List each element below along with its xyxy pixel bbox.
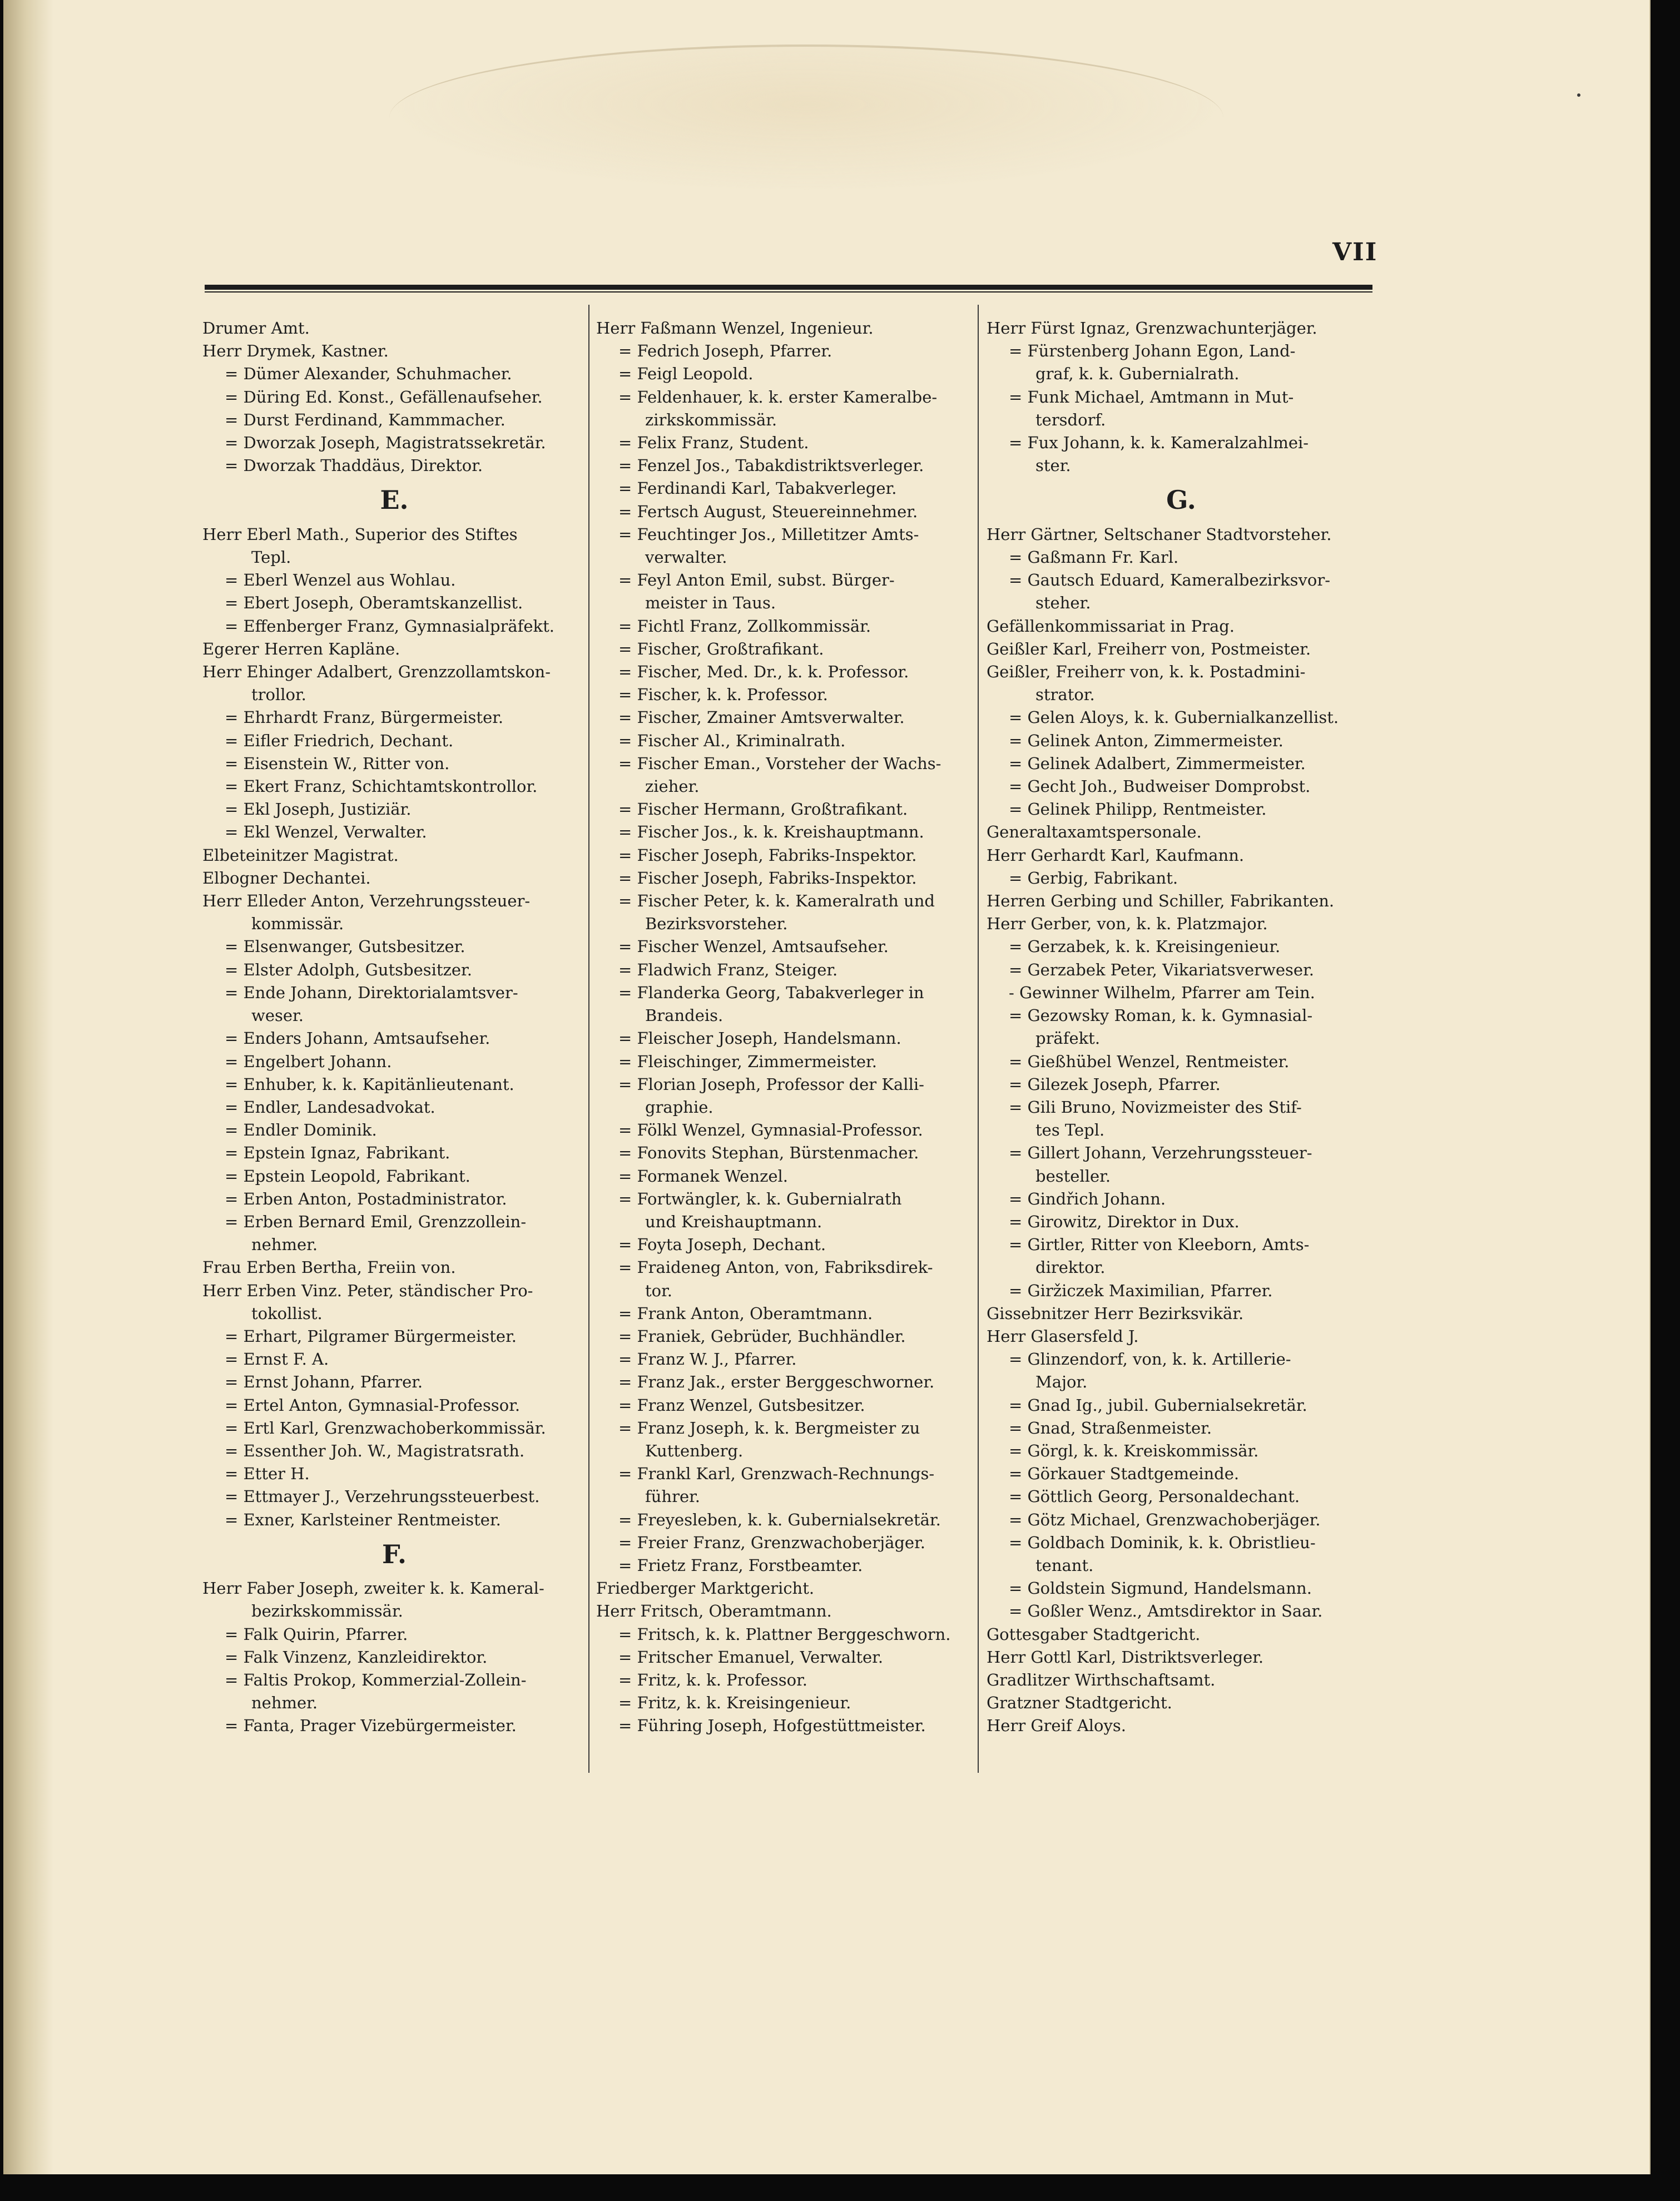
index-entry: Herr Drymek, Kastner. <box>202 341 389 361</box>
header-rule <box>205 285 1372 298</box>
index-entry: = Gautsch Eduard, Kameralbezirksvor- <box>1009 571 1331 590</box>
index-entry: Geißler Karl, Freiherr von, Postmeister. <box>987 639 1311 658</box>
index-entry: bezirkskommissär. <box>251 1602 403 1621</box>
index-entry: = Girowitz, Direktor in Dux. <box>1009 1212 1240 1231</box>
index-entry: = Gaßmann Fr. Karl. <box>1009 548 1179 567</box>
index-entry: Herr Fürst Ignaz, Grenzwachunterjäger. <box>987 319 1317 338</box>
index-entry: Herr Gottl Karl, Distriktsverleger. <box>987 1647 1264 1667</box>
index-entry: = Fischer, Med. Dr., k. k. Professor. <box>618 662 909 682</box>
index-entry: Gradlitzer Wirthschaftsamt. <box>987 1670 1216 1689</box>
index-entry: = Frankl Karl, Grenzwach-Rechnungs- <box>618 1464 935 1484</box>
index-entry: = Fanta, Prager Vizebürgermeister. <box>225 1716 517 1736</box>
index-entry: trollor. <box>251 685 306 705</box>
index-entry: = Fortwängler, k. k. Gubernialrath <box>618 1189 902 1208</box>
index-column-2 <box>596 317 974 1738</box>
index-entry: = Ekert Franz, Schichtamtskontrollor. <box>225 777 538 796</box>
index-entry: Kuttenberg. <box>645 1441 744 1460</box>
index-entry: tokollist. <box>251 1303 323 1323</box>
index-entry: = Gelinek Adalbert, Zimmermeister. <box>1009 754 1306 773</box>
index-entry: Gottesgaber Stadtgericht. <box>987 1624 1201 1644</box>
index-entry: = Fladwich Franz, Steiger. <box>618 960 838 979</box>
column-divider-1 <box>588 305 589 1773</box>
index-entry: = Götz Michael, Grenzwachoberjäger. <box>1009 1510 1321 1529</box>
index-entry: = Fürstenberg Johann Egon, Land- <box>1009 341 1296 361</box>
index-entry: = Feuchtinger Jos., Milletitzer Amts- <box>618 524 919 544</box>
index-entry: = Elsenwanger, Gutsbesitzer. <box>225 937 465 956</box>
index-entry: = Ernst F. A. <box>225 1350 329 1369</box>
index-entry: Bezirksvorsteher. <box>645 914 788 934</box>
index-entry: = Endler, Landesadvokat. <box>225 1097 435 1117</box>
index-entry: = Feyl Anton Emil, subst. Bürger- <box>618 571 895 590</box>
index-entry: weser. <box>251 1006 304 1025</box>
index-entry: = Fölkl Wenzel, Gymnasial-Professor. <box>618 1121 923 1140</box>
index-entry: = Fischer, Großtrafikant. <box>618 639 824 658</box>
index-entry: = Gießhübel Wenzel, Rentmeister. <box>1009 1052 1290 1071</box>
index-entry: Drumer Amt. <box>202 319 310 338</box>
index-entry: = Eifler Friedrich, Dechant. <box>225 731 454 750</box>
index-entry: Herr Elleder Anton, Verzehrungssteuer- <box>202 891 531 911</box>
index-entry: Elbeteinitzer Magistrat. <box>202 845 399 865</box>
index-entry: = Ertel Anton, Gymnasial-Professor. <box>225 1395 521 1415</box>
index-entry: Herr Eberl Math., Superior des Stiftes <box>202 524 518 544</box>
index-entry: Herr Fritsch, Oberamtmann. <box>596 1602 832 1621</box>
index-entry: = Fischer Jos., k. k. Kreishauptmann. <box>618 822 924 842</box>
index-entry: = Gerzabek Peter, Vikariatsverweser. <box>1009 960 1314 979</box>
index-entry: Herr Gerhardt Karl, Kaufmann. <box>987 845 1245 865</box>
index-entry: = Franiek, Gebrüder, Buchhändler. <box>618 1326 906 1346</box>
index-entry: ster. <box>1035 456 1071 475</box>
index-entry: = Ende Johann, Direktorialamtsver- <box>225 983 518 1002</box>
paper-speck <box>1577 93 1580 97</box>
index-entry: = Ekl Wenzel, Verwalter. <box>225 822 427 842</box>
index-entry: = Gerzabek, k. k. Kreisingenieur. <box>1009 937 1281 956</box>
index-entry: = Fischer Hermann, Großtrafikant. <box>618 800 908 819</box>
index-entry: = Gillert Johann, Verzehrungssteuer- <box>1009 1143 1312 1163</box>
index-entry: Gefällenkommissariat in Prag. <box>987 616 1235 636</box>
index-entry: = Essenther Joh. W., Magistratsrath. <box>225 1441 525 1460</box>
index-entry: = Formanek Wenzel. <box>618 1166 789 1186</box>
index-entry: = Fritsch, k. k. Plattner Berggeschworn. <box>618 1624 951 1644</box>
index-entry: = Erben Bernard Emil, Grenzzollein- <box>225 1212 527 1231</box>
index-entry: = Fritz, k. k. Kreisingenieur. <box>618 1693 851 1713</box>
index-entry: = Freyesleben, k. k. Gubernialsekretär. <box>618 1510 941 1529</box>
index-entry: = Ebert Joseph, Oberamtskanzellist. <box>225 593 523 613</box>
index-entry: führer. <box>645 1487 701 1506</box>
index-entry: = Ernst Johann, Pfarrer. <box>225 1372 423 1392</box>
index-entry: = Ettmayer J., Verzehrungssteuerbest. <box>225 1487 540 1506</box>
index-entry: = Fischer Peter, k. k. Kameralrath und <box>618 891 935 911</box>
index-entry: = Frietz Franz, Forstbeamter. <box>618 1555 863 1575</box>
index-entry: = Goldstein Sigmund, Handelsmann. <box>1009 1579 1312 1598</box>
index-entry: = Fleischer Joseph, Handelsmann. <box>618 1029 901 1048</box>
index-entry: = Gili Bruno, Novizmeister des Stif- <box>1009 1097 1302 1117</box>
index-entry: = Enders Johann, Amtsaufseher. <box>225 1029 490 1048</box>
index-entry: = Ekl Joseph, Justiziär. <box>225 800 412 819</box>
index-entry: Tepl. <box>251 548 291 567</box>
index-entry: Egerer Herren Kapläne. <box>202 639 400 658</box>
index-entry: direktor. <box>1035 1258 1106 1277</box>
index-entry: = Gnad Ig., jubil. Gubernialsekretär. <box>1009 1395 1307 1415</box>
index-entry: = Franz Joseph, k. k. Bergmeister zu <box>618 1418 920 1437</box>
index-entry: = Gindřich Johann. <box>1009 1189 1166 1208</box>
index-column-3 <box>987 317 1376 1738</box>
index-entry: = Fraideneg Anton, von, Fabriksdirek- <box>618 1258 933 1277</box>
index-entry: = Fritscher Emanuel, Verwalter. <box>618 1647 884 1667</box>
index-entry: Herr Ehinger Adalbert, Grenzzollamtskon- <box>202 662 551 682</box>
index-entry: = Foyta Joseph, Dechant. <box>618 1235 826 1255</box>
index-entry: und Kreishauptmann. <box>645 1212 822 1231</box>
index-entry: tor. <box>645 1281 673 1300</box>
water-stain <box>389 44 1223 191</box>
index-entry: = Eisenstein W., Ritter von. <box>225 754 450 773</box>
index-entry: Herren Gerbing und Schiller, Fabrikanten. <box>987 891 1335 911</box>
index-entry: präfekt. <box>1035 1029 1101 1048</box>
index-entry: = Dümer Alexander, Schuhmacher. <box>225 364 512 384</box>
index-entry: = Ehrhardt Franz, Bürgermeister. <box>225 708 504 727</box>
index-entry: = Endler Dominik. <box>225 1121 377 1140</box>
index-entry: = Epstein Leopold, Fabrikant. <box>225 1166 470 1186</box>
index-entry: meister in Taus. <box>645 593 776 613</box>
index-entry: Geißler, Freiherr von, k. k. Postadmini- <box>987 662 1306 682</box>
index-entry: = Ertl Karl, Grenzwachoberkommissär. <box>225 1418 546 1437</box>
index-entry: = Gelen Aloys, k. k. Gubernialkanzellist. <box>1009 708 1339 727</box>
section-letter: F. <box>381 1539 407 1569</box>
index-entry: = Falk Quirin, Pfarrer. <box>225 1624 408 1644</box>
index-entry: = Franz W. J., Pfarrer. <box>618 1350 797 1369</box>
index-entry: = Franz Jak., erster Berggeschworner. <box>618 1372 935 1392</box>
index-entry: = Fedrich Joseph, Pfarrer. <box>618 341 832 361</box>
index-entry: = Fischer, k. k. Professor. <box>618 685 828 705</box>
index-entry: Major. <box>1035 1372 1088 1392</box>
index-entry: = Durst Ferdinand, Kammmacher. <box>225 410 506 429</box>
index-entry: = Dworzak Thaddäus, Direktor. <box>225 456 483 475</box>
index-entry: zieher. <box>645 777 700 796</box>
column-divider-2 <box>978 305 979 1773</box>
index-entry: = Gelinek Philipp, Rentmeister. <box>1009 800 1267 819</box>
index-entry: = Effenberger Franz, Gymnasialpräfekt. <box>225 616 554 636</box>
index-entry: = Führing Joseph, Hofgestüttmeister. <box>618 1716 926 1736</box>
index-entry: graphie. <box>645 1097 713 1117</box>
index-entry: = Goßler Wenz., Amtsdirektor in Saar. <box>1009 1602 1323 1621</box>
index-entry: = Goldbach Dominik, k. k. Obristlieu- <box>1009 1533 1316 1552</box>
index-entry: tes Tepl. <box>1035 1121 1105 1140</box>
index-entry: = Fischer, Zmainer Amtsverwalter. <box>618 708 905 727</box>
index-entry: = Fleischinger, Zimmermeister. <box>618 1052 877 1071</box>
index-entry: = Exner, Karlsteiner Rentmeister. <box>225 1510 501 1529</box>
index-entry: = Gnad, Straßenmeister. <box>1009 1418 1212 1437</box>
index-entry: = Feigl Leopold. <box>618 364 754 384</box>
index-entry: = Erben Anton, Postadministrator. <box>225 1189 507 1208</box>
index-entry: - Gewinner Wilhelm, Pfarrer am Tein. <box>1009 983 1315 1002</box>
index-entry: Friedberger Marktgericht. <box>596 1579 815 1598</box>
index-entry: = Giržiczek Maximilian, Pfarrer. <box>1009 1281 1273 1300</box>
index-entry: steher. <box>1035 593 1091 613</box>
section-letter: G. <box>1166 485 1196 515</box>
index-entry: besteller. <box>1035 1166 1111 1186</box>
index-entry: Gissebnitzer Herr Bezirksvikär. <box>987 1303 1244 1323</box>
index-entry: nehmer. <box>251 1235 318 1255</box>
index-entry: = Eberl Wenzel aus Wohlau. <box>225 571 456 590</box>
index-entry: = Dworzak Joseph, Magistratssekretär. <box>225 433 546 453</box>
index-entry: = Gelinek Anton, Zimmermeister. <box>1009 731 1283 750</box>
index-entry: strator. <box>1035 685 1095 705</box>
index-entry: Gratzner Stadtgericht. <box>987 1693 1172 1713</box>
index-entry: = Enhuber, k. k. Kapitänlieutenant. <box>225 1074 514 1094</box>
index-entry: = Fertsch August, Steuereinnehmer. <box>618 502 918 521</box>
index-entry: = Freier Franz, Grenzwachoberjäger. <box>618 1533 925 1552</box>
index-entry: Elbogner Dechantei. <box>202 868 371 888</box>
index-entry: zirkskommissär. <box>645 410 777 429</box>
index-entry: = Epstein Ignaz, Fabrikant. <box>225 1143 450 1163</box>
index-entry: tersdorf. <box>1035 410 1106 429</box>
index-entry: = Fischer Wenzel, Amtsaufseher. <box>618 937 889 956</box>
index-entry: = Gecht Joh., Budweiser Domprobst. <box>1009 777 1311 796</box>
index-entry: = Fischer Al., Kriminalrath. <box>618 731 846 750</box>
index-entry: Herr Gerber, von, k. k. Platzmajor. <box>987 914 1268 934</box>
index-entry: = Erhart, Pilgramer Bürgermeister. <box>225 1326 517 1346</box>
index-entry: Frau Erben Bertha, Freiin von. <box>202 1258 456 1277</box>
index-entry: Generaltaxamtspersonale. <box>987 822 1202 842</box>
section-letter: E. <box>380 485 409 515</box>
index-entry: = Gerbig, Fabrikant. <box>1009 868 1178 888</box>
index-entry: Herr Glasersfeld J. <box>987 1326 1139 1346</box>
index-entry: graf, k. k. Gubernialrath. <box>1035 364 1240 384</box>
index-entry: = Fischer Eman., Vorsteher der Wachs- <box>618 754 941 773</box>
index-entry: = Fux Johann, k. k. Kameralzahlmei- <box>1009 433 1309 453</box>
index-entry: = Faltis Prokop, Kommerzial-Zollein- <box>225 1670 527 1689</box>
index-entry: = Felix Franz, Student. <box>618 433 809 453</box>
index-entry: = Fichtl Franz, Zollkommissär. <box>618 616 871 636</box>
index-entry: = Funk Michael, Amtmann in Mut- <box>1009 387 1294 407</box>
index-entry: nehmer. <box>251 1693 318 1713</box>
index-entry: = Fischer Joseph, Fabriks-Inspektor. <box>618 868 917 888</box>
index-entry: = Feldenhauer, k. k. erster Kameralbe- <box>618 387 938 407</box>
index-entry: Herr Faber Joseph, zweiter k. k. Kameral- <box>202 1579 544 1598</box>
index-entry: Herr Gärtner, Seltschaner Stadtvorsteher. <box>987 524 1332 544</box>
index-entry: = Falk Vinzenz, Kanzleidirektor. <box>225 1647 488 1667</box>
binding-shadow <box>3 0 53 2174</box>
index-entry: = Gilezek Joseph, Pfarrer. <box>1009 1074 1221 1094</box>
index-entry: = Florian Joseph, Professor der Kalli- <box>618 1074 924 1094</box>
index-entry: = Glinzendorf, von, k. k. Artillerie- <box>1009 1350 1291 1369</box>
index-entry: Herr Faßmann Wenzel, Ingenieur. <box>596 319 874 338</box>
index-entry: = Fenzel Jos., Tabakdistriktsverleger. <box>618 456 924 475</box>
index-entry: verwalter. <box>645 548 727 567</box>
index-entry: = Fritz, k. k. Professor. <box>618 1670 808 1689</box>
index-entry: kommissär. <box>251 914 344 934</box>
index-column-1 <box>202 317 586 1738</box>
index-entry: = Etter H. <box>225 1464 310 1484</box>
index-entry: Herr Greif Aloys. <box>987 1716 1126 1736</box>
scan-border <box>0 2174 1680 2201</box>
index-entry: = Fischer Joseph, Fabriks-Inspektor. <box>618 845 917 865</box>
index-entry: = Frank Anton, Oberamtmann. <box>618 1303 873 1323</box>
index-entry: Brandeis. <box>645 1006 723 1025</box>
page-number: VII <box>1332 238 1378 266</box>
index-entry: = Engelbert Johann. <box>225 1052 392 1071</box>
index-entry: = Girtler, Ritter von Kleeborn, Amts- <box>1009 1235 1310 1255</box>
index-entry: = Görgl, k. k. Kreiskommissär. <box>1009 1441 1259 1460</box>
index-entry: = Görkauer Stadtgemeinde. <box>1009 1464 1240 1484</box>
index-entry: = Flanderka Georg, Tabakverleger in <box>618 983 924 1002</box>
index-entry: = Fonovits Stephan, Bürstenmacher. <box>618 1143 919 1163</box>
index-entry: = Elster Adolph, Gutsbesitzer. <box>225 960 472 979</box>
index-entry: = Gezowsky Roman, k. k. Gymnasial- <box>1009 1006 1313 1025</box>
index-entry: = Ferdinandi Karl, Tabakverleger. <box>618 479 897 498</box>
index-entry: tenant. <box>1035 1555 1094 1575</box>
index-entry: = Franz Wenzel, Gutsbesitzer. <box>618 1395 865 1415</box>
index-entry: = Düring Ed. Konst., Gefällenaufseher. <box>225 387 543 407</box>
index-entry: Herr Erben Vinz. Peter, ständischer Pro- <box>202 1281 533 1300</box>
index-entry: = Göttlich Georg, Personaldechant. <box>1009 1487 1300 1506</box>
